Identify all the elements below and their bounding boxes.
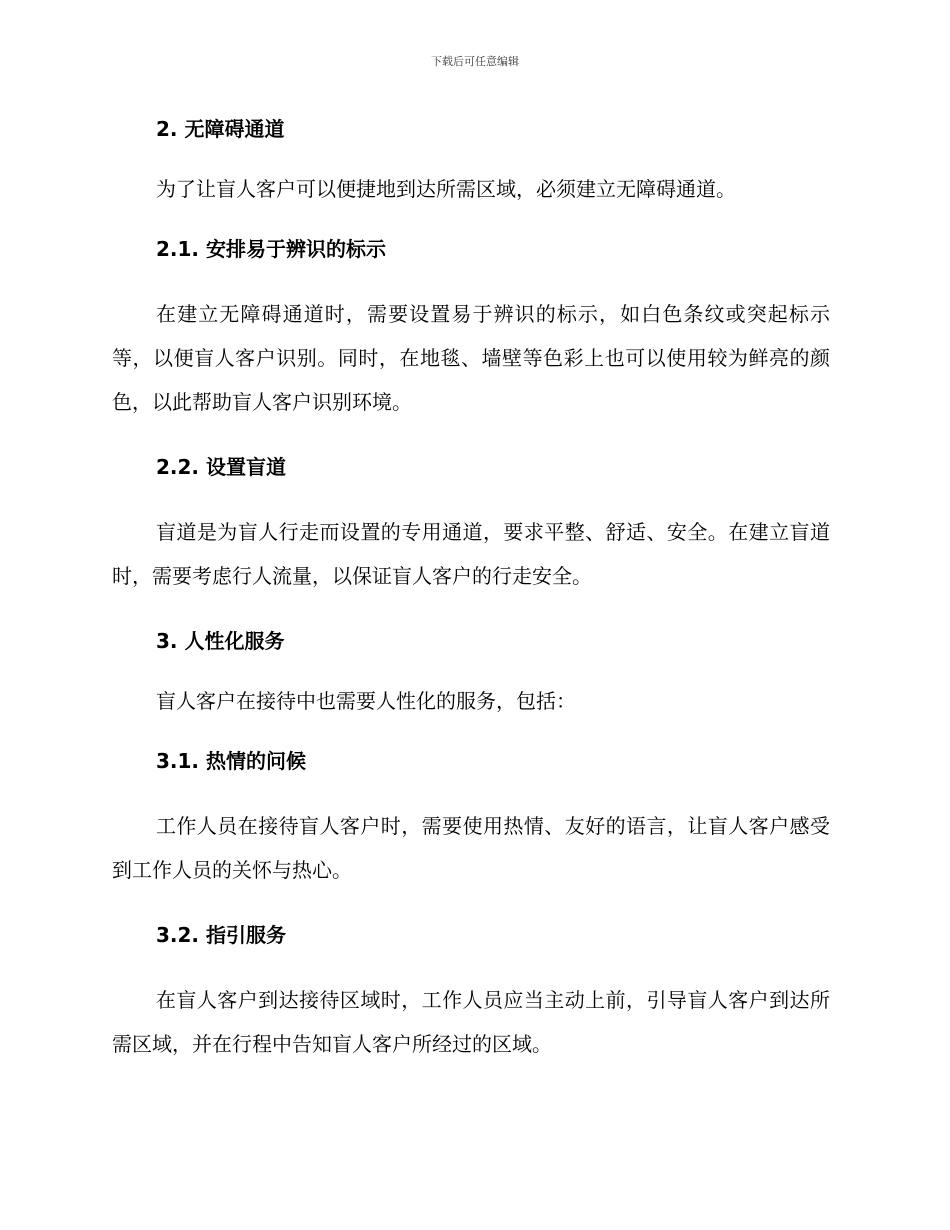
document-body bbox=[112, 112, 830, 1092]
section-heading-tactile-path: 2.2. 设置盲道 bbox=[156, 455, 286, 479]
section-heading-humanized-service: 3. 人性化服务 bbox=[156, 629, 285, 653]
paragraph-accessible-passage-intro: 为了让盲人客户可以便捷地到达所需区域，必须建立无障碍通道。 bbox=[156, 177, 736, 201]
paragraph-humanized-service-intro: 盲人客户在接待中也需要人性化的服务，包括： bbox=[156, 689, 576, 713]
section-heading-warm-greeting: 3.1. 热情的问候 bbox=[156, 749, 306, 773]
section-heading-guidance-service: 3.2. 指引服务 bbox=[156, 923, 286, 947]
page-header: 下载后可任意编辑 bbox=[431, 55, 519, 68]
paragraph-guidance-service: 在盲人客户到达接待区域时，工作人员应当主动上前，引导盲人客户到达所需区域，并在行程中告知盲人客户所经过的区域。 bbox=[112, 988, 830, 1056]
paragraph-tactile-path: 盲道是为盲人行走而设置的专用通道，要求平整、舒适、安全。在建立盲道时，需要考虑行人流量，以保证盲人客户的行走安全。 bbox=[112, 520, 830, 588]
section-heading-accessible-passage: 2. 无障碍通道 bbox=[156, 117, 285, 141]
section-heading-signage: 2.1. 安排易于辨识的标示 bbox=[156, 237, 386, 261]
paragraph-signage: 在建立无障碍通道时，需要设置易于辨识的标示，如白色条纹或突起标示等，以便盲人客户识别。同时，在地毯、墙壁等色彩上也可以使用较为鲜亮的颜色，以此帮助盲人客户识别环境。 bbox=[112, 302, 830, 414]
paragraph-warm-greeting: 工作人员在接待盲人客户时，需要使用热情、友好的语言，让盲人客户感受到工作人员的关怀与热心。 bbox=[112, 814, 830, 882]
